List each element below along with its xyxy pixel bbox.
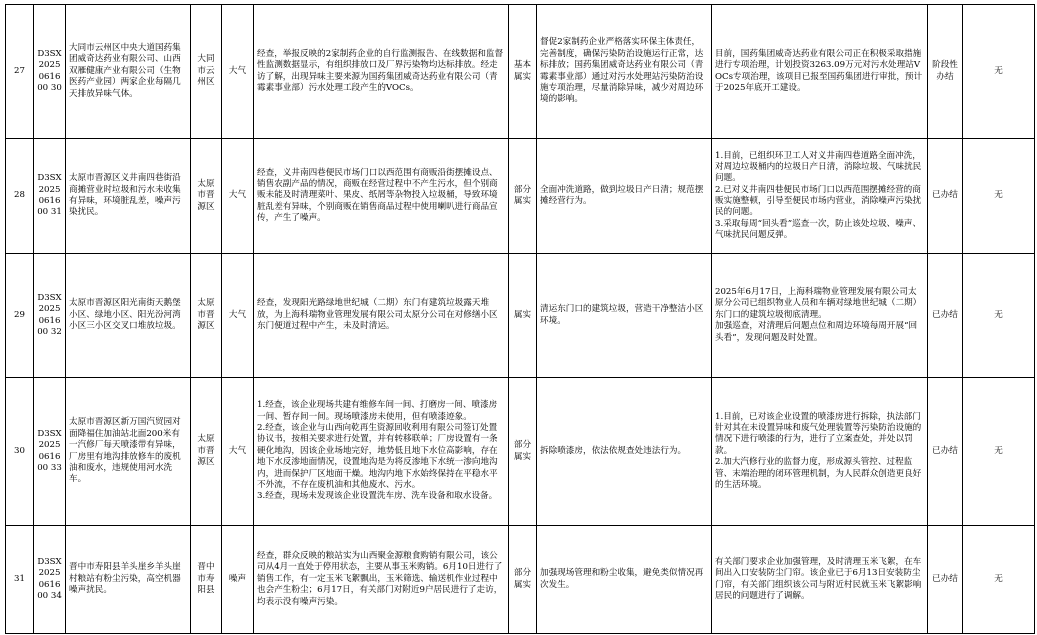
table-row [6,254,1035,378]
pollution-type-cell: 大气 [222,5,254,139]
rectification-result-cell: 目前，国药集团威奇达药业有限公司正在积极采取措施进行专项治理，计划投资3263.09万元对污水处理站VOCs专项治理，该项目已报至国药集团进行审批，预计于2025年底开工建设。 [712,5,928,139]
pollution-type-cell: 大气 [222,254,254,378]
pollution-type-cell: 大气 [222,378,254,526]
accountability-cell: 无 [963,526,1035,634]
completion-status-cell: 已办结 [928,378,963,526]
table-row [6,378,1035,526]
table-row [6,526,1035,634]
administrative-area-cell: 大同市云州区 [191,5,222,139]
case-code-cell: D3SX2025061600 33 [34,378,66,526]
completion-status-cell: 已办结 [928,526,963,634]
row-number-cell: 27 [6,5,34,139]
administrative-area-cell: 太原市晋源区 [191,254,222,378]
case-code-cell: D3SX2025061600 30 [34,5,66,139]
accountability-cell: 无 [963,5,1035,139]
table-row [6,5,1035,139]
verification-details-cell: 经查，发现阳光路绿地世纪城（二期）东门有建筑垃圾露天堆放，为上海科瑞物业管理发展有限公司太原分公司在对修缮小区东门便道过程中产生，未及时清运。 [254,254,509,378]
verification-details-cell: 1.经查，该企业现场共建有维修车间一间、打磨房一间、喷漆房一间、暂存间一间。现场喷漆房未使用，但有喷漆迹象。 2.经查，该企业与山西向乾再生资源回收利用有限公司签订处置协议书，按相关要求进行处置，并有转移联单；厂房设置有一条硬化地沟，因该企业场地完好，地势低且地下水位高影响，存在地下水反渗地面情况，设置地沟是为将反渗地下水统一渗向地沟内，进而保护厂区地面干燥。地沟内地下水始终保持在平稳水平不外流，不存在废机油和其他废水、污水。 3.经查，现场未发现该企业设置洗车房、洗车设备和取水设备。 [254,378,509,526]
case-code-cell: D3SX2025061600 32 [34,254,66,378]
verification-attribute-cell: 基本属实 [509,5,537,139]
accountability-cell: 无 [963,378,1035,526]
case-code-cell: D3SX2025061600 31 [34,139,66,254]
administrative-area-cell: 太原市晋源区 [191,378,222,526]
rectification-result-cell: 2025年6月17日，上海科瑞物业管理发展有限公司太原分公司已组织物业人员和车辆对绿地世纪城（二期）东门口的建筑垃圾彻底清理。 加强巡查，对清理后问题点位和周边环境每周开展“回头看”，发现问题及时处置。 [712,254,928,378]
rectification-requirement-cell: 拆除喷漆房，依法依规查处违法行为。 [537,378,712,526]
accountability-cell: 无 [963,254,1035,378]
issue-description-cell: 太原市晋源区新万国汽贸园对面降福住加油站北面200米有一汽修厂每天喷漆带有异味，厂房里有地沟排放修车的废机油和废水，违规使用河水洗车。 [66,378,191,526]
table-row [6,139,1035,254]
rectification-requirement-cell: 全面冲洗道路，做到垃圾日产日清；规范摆摊经营行为。 [537,139,712,254]
completion-status-cell: 阶段性办结 [928,5,963,139]
row-number-cell: 28 [6,139,34,254]
completion-status-cell: 已办结 [928,139,963,254]
rectification-result-cell: 1.目前，已组织环卫工人对义井南四巷道路全面冲洗，对周边垃圾桶内的垃圾日产日清，消除垃圾、气味扰民问题。 2.已对义井南四巷便民市场门口以西范围摆摊经营的商贩实施整顿，引导至便民市场内营业，消除噪声污染扰民的问题。 3.采取每周“回头看”巡查一次，防止该处垃圾、噪声、气味扰民问题反弹。 [712,139,928,254]
pollution-type-cell: 噪声 [222,526,254,634]
verification-details-cell: 经查，举报反映的2家制药企业的自行监测报告、在线数据和监督性监测数据显示，有组织排放口及厂界污染物均达标排放。经走访了解，出现异味主要来源为国药集团威奇达药业有限公司（青霉素事业部）污水处理工段产生的VOCs。 [254,5,509,139]
issue-description-cell: 大同市云州区中央大道国药集团威奇达药业有限公司、山西双雁健康产业有限公司（生物医药产业园）两家企业每隔几天排放异味气体。 [66,5,191,139]
issue-description-cell: 太原市晋源区义井南四巷街沿商摊营业时垃圾和污水未收集有异味，环境脏乱差，噪声污染扰民。 [66,139,191,254]
rectification-result-cell: 1.目前，已对该企业设置的喷漆房进行拆除，执法部门针对其在未设置异味和废气处理装置等污染防治设施的情况下进行喷漆的行为，进行了立案查处，并处以罚款。 2.加大汽修行业的监督力度，形成源头管控、过程监管、末端治理的闭环管理机制，为人民群众创造更良好的生活环境。 [712,378,928,526]
pollution-type-cell: 大气 [222,139,254,254]
row-number-cell: 30 [6,378,34,526]
row-number-cell: 31 [6,526,34,634]
verification-attribute-cell: 部分属实 [509,139,537,254]
case-code-cell: D3SX2025061600 34 [34,526,66,634]
rectification-requirement-cell: 督促2家制药企业严格落实环保主体责任，完善制度，确保污染防治设施运行正常，达标排放；国药集团威奇达药业有限公司（青霉素事业部）通过对污水处理站污染防治设施专项治理，尽量消除异味，减少对周边环境的影响。 [537,5,712,139]
issue-description-cell: 太原市晋源区阳光南街天鹅堡小区、绿地小区、阳光汾河湾小区三小区交叉口堆放垃圾。 [66,254,191,378]
administrative-area-cell: 太原市晋源区 [191,139,222,254]
complaint-table [5,4,1035,634]
accountability-cell: 无 [963,139,1035,254]
rectification-result-cell: 有关部门要求企业加强管理，及时清理玉米飞絮，在车间出入口安装防尘门帘。该企业已于6月13日安装防尘门帘，有关部门组织该公司与附近村民就玉米飞絮影响居民的问题进行了调解。 [712,526,928,634]
completion-status-cell: 已办结 [928,254,963,378]
verification-details-cell: 经查，义井南四巷便民市场门口以西范围有商贩沿街摆摊设点、销售农副产品的情况，商贩在经营过程中不产生污水，但个别商贩未能及时清理菜叶、果皮、纸屑等杂物投入垃圾桶，导致环境脏乱差有异味，个别商贩在销售商品过程中使用喇叭进行商品宣传，产生了噪声。 [254,139,509,254]
verification-attribute-cell: 部分属实 [509,378,537,526]
rectification-requirement-cell: 清运东门口的建筑垃圾，营造干净整洁小区环境。 [537,254,712,378]
rectification-requirement-cell: 加强现场管理和粉尘收集，避免类似情况再次发生。 [537,526,712,634]
row-number-cell: 29 [6,254,34,378]
verification-attribute-cell: 部分属实 [509,526,537,634]
administrative-area-cell: 晋中市寿阳县 [191,526,222,634]
verification-details-cell: 经查，群众反映的粮站实为山西聚金源粮食购销有限公司，该公司从4月一直处于停用状态，主要从事玉米购销。6月10日进行了销售工作，有一定玉米飞絮飘出，玉米筛选、输送机作业过程中也会产生粉尘；6月17日，有关部门对附近9户居民进行了走访，均表示没有噪声污染。 [254,526,509,634]
verification-attribute-cell: 属实 [509,254,537,378]
issue-description-cell: 晋中市寿阳县羊头崖乡羊头崖村粮站有粉尘污染，高空机器噪声扰民。 [66,526,191,634]
